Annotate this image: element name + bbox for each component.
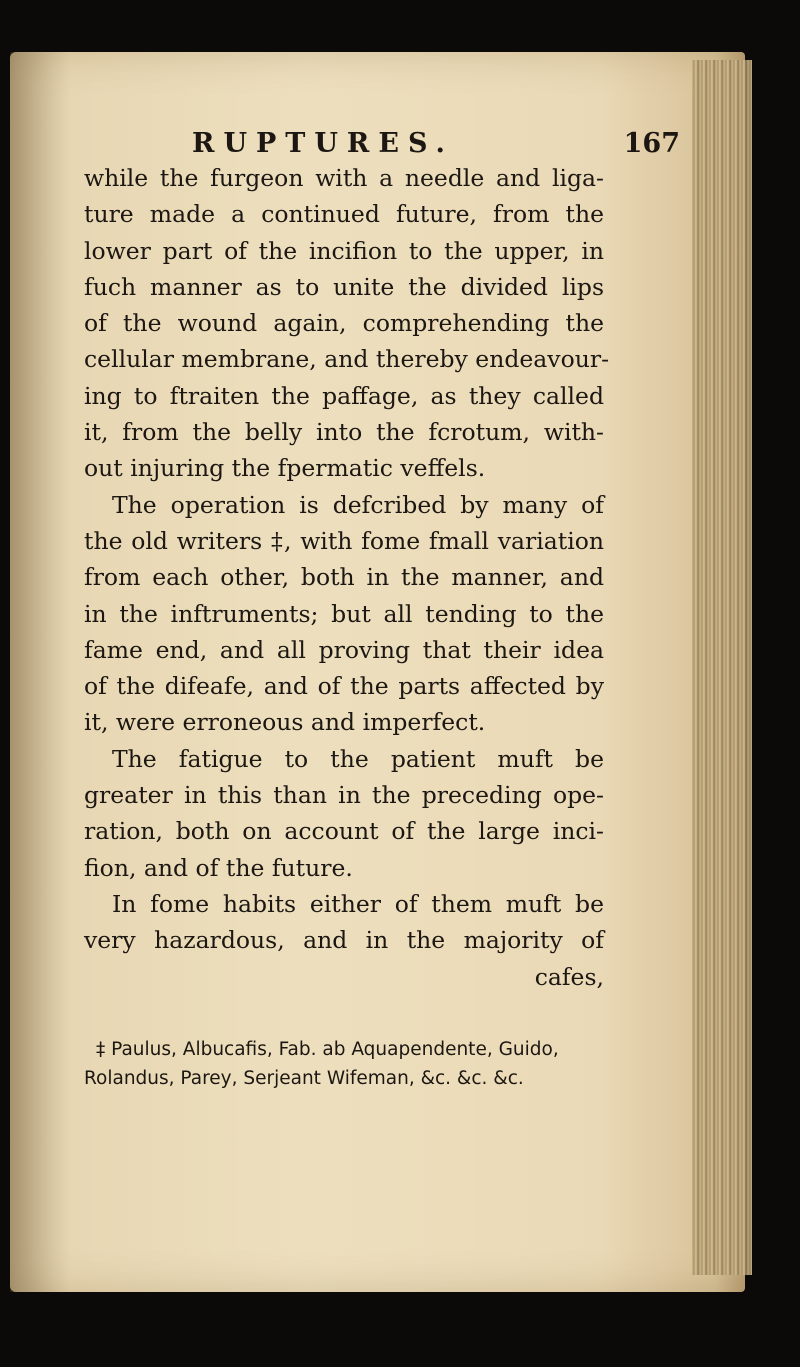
text-line: fion, and of the future. — [84, 853, 353, 882]
text-line: The fatigue to the patient muft be — [112, 744, 604, 773]
text-line: ing to ftraiten the paffage, as they called — [84, 381, 604, 410]
text-line: it, were erroneous and imperfect. — [84, 708, 486, 737]
text-line: ration, both on account of the large inci- — [84, 817, 604, 846]
text-line: ture made a continued future, from the — [84, 200, 604, 229]
text-line: greater in this than in the preceding ope- — [84, 781, 604, 810]
text-line: fuch manner as to unite the divided lips — [84, 272, 604, 301]
text-line: the old writers ‡, with fome fmall variation — [84, 526, 604, 555]
gutter-shadow — [10, 52, 70, 1292]
text-line: from each other, both in the manner, and — [84, 563, 604, 592]
text-block — [84, 128, 680, 1093]
text-line: it, from the belly into the fcrotum, with- — [84, 418, 604, 447]
text-line: very hazardous, and in the majority of — [84, 926, 604, 955]
text-line: cellular membrane, and thereby endeavour- — [84, 345, 610, 374]
text-line: in the inftruments; but all tending to the — [84, 599, 604, 628]
text-line: of the wound again, comprehending the — [84, 309, 604, 338]
footnote-line: ‡ Paulus, Albucafis, Fab. ab Aquapendente, Guido, — [96, 1038, 559, 1060]
text-line: In fome habits either of them muft be — [112, 889, 604, 918]
footnote — [84, 1035, 604, 1093]
body-text — [84, 160, 610, 995]
text-line: while the furgeon with a needle and liga- — [84, 164, 604, 192]
text-line: out injuring the fpermatic veffels. — [84, 454, 486, 483]
text-line: fame end, and all proving that their idea — [84, 635, 604, 664]
catchword: cafes, — [534, 962, 604, 991]
page-header — [192, 128, 680, 160]
text-line: of the difeafe, and of the parts affected by — [84, 672, 604, 701]
text-line: lower part of the incifion to the upper, in — [84, 236, 604, 265]
text-line: The operation is defcribed by many of — [112, 490, 604, 519]
running-head: RUPTURES. — [192, 128, 454, 159]
footnote-line: Rolandus, Parey, Serjeant Wifeman, &c. &c. &c. — [84, 1067, 524, 1089]
page-fore-edge — [692, 60, 752, 1275]
page-number: 167 — [623, 128, 680, 159]
